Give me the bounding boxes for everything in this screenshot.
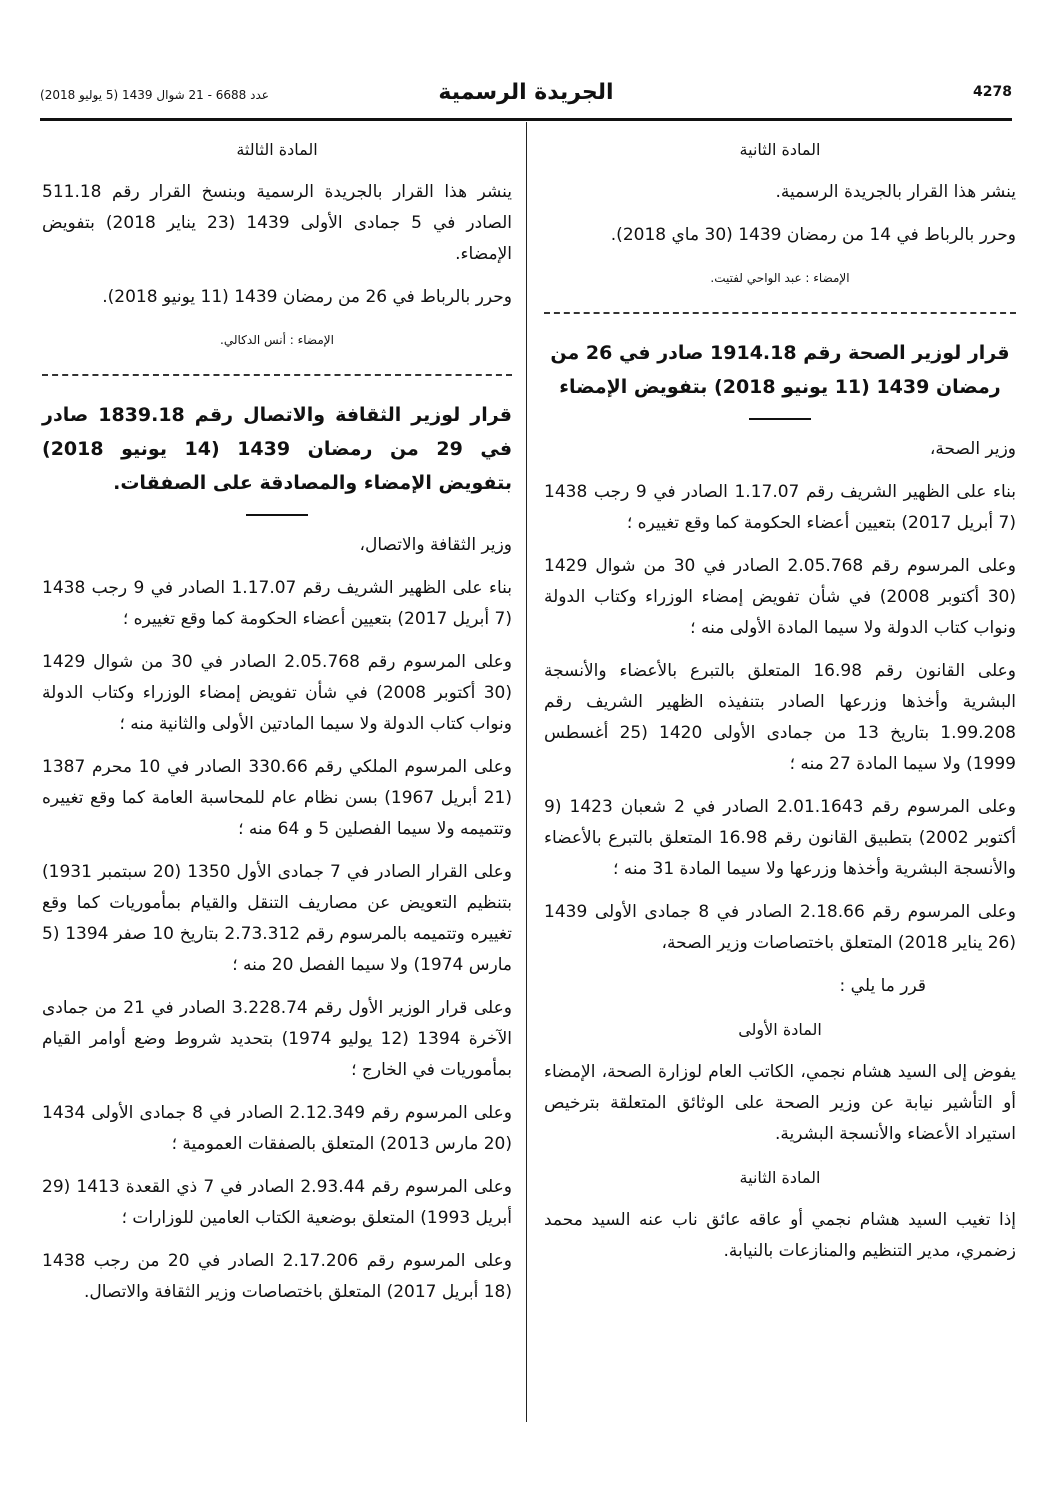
left-column — [42, 130, 512, 1320]
recital: وعلى قرار الوزير الأول رقم 3.228.74 الصادر في 21 من جمادى الآخرة 1394 (12 يوليو 1974) بتحديد شروط وضع أوامر القيام بمأموريات في الخارج ؛ — [42, 998, 512, 1080]
header-rule — [40, 118, 1012, 121]
issue-info: عدد 6688 - 21 شوال 1439 (5 يوليو 2018) — [40, 88, 269, 102]
recital: وعلى القانون رقم 16.98 المتعلق بالتبرع بالأعضاء والأنسجة البشرية وأخذها وزرعها الصادر بتنفيذه الظهير الشريف رقم 1.99.208 بتاريخ 13 من جمادى الأولى 1420 (25 أغسطس 1999) ولا سيما المادة 27 منه ؛ — [544, 661, 1016, 774]
gazette-title: الجريدة الرسمية — [438, 80, 614, 105]
article-text: إذا تغيب السيد هشام نجمي أو عاقه عائق ناب عنه السيد محمد زضمري، مدير التنظيم والمنازعات بالنيابة. — [544, 1210, 1016, 1261]
article-heading: المادة الثانية — [739, 140, 821, 159]
recital: وعلى المرسوم رقم 2.17.206 الصادر في 20 من رجب 1438 (18 أبريل 2017) المتعلق باختصاصات وزير الثقافة والاتصال. — [42, 1251, 512, 1302]
recital: وعلى المرسوم الملكي رقم 330.66 الصادر في 10 محرم 1387 (21 أبريل 1967) بسن نظام عام للمحاسبة العامة كما وقع تغييره وتتميمه ولا سيما الفصلين 5 و 64 منه ؛ — [42, 757, 512, 839]
signature: الإمضاء : عبد الواحي لفتيت. — [710, 271, 850, 285]
decides-line: قرر ما يلي : — [839, 976, 926, 996]
article-heading: المادة الثالثة — [236, 140, 318, 159]
recital: وعلى القرار الصادر في 7 جمادى الأول 1350 (20 سبتمبر 1931) بتنظيم التعويض عن مصاريف التنقل والقيام بمأموريات كما وقع تغييره وتتميمه بالمرسوم رقم 2.73.312 بتاريخ 10 صفر 1394 (5 مارس 1974) ولا سيما الفصل 20 منه ؛ — [42, 862, 512, 975]
minister-line: وزير الصحة، — [929, 439, 1016, 459]
article-text: ينشر هذا القرار بالجريدة الرسمية وبنسخ القرار رقم 511.18 الصادر في 5 جمادى الأولى 1439 (23 يناير 2018) بتفويض الإمضاء. — [42, 182, 512, 264]
done-at: وحرر بالرباط في 14 من رمضان 1439 (30 ماي 2018). — [610, 225, 1016, 245]
decision-title: قرار لوزير الثقافة والاتصال رقم 1839.18 صادر في 29 من رمضان 1439 (14 يونيو 2018) بتفويض الإمضاء والمصادقة على الصفقات. — [42, 404, 513, 494]
recital: وعلى المرسوم رقم 2.05.768 الصادر في 30 من شوال 1429 (30 أكتوبر 2008) في شأن تفويض إمضاء الوزراء وكتاب الدولة ونواب كتاب الدولة ولا سيما المادة الأولى منه ؛ — [544, 556, 1016, 638]
article-heading: المادة الثانية — [739, 1168, 821, 1187]
page-header — [40, 82, 1012, 112]
recital: وعلى المرسوم رقم 2.01.1643 الصادر في 2 شعبان 1423 (9 أكتوبر 2002) بتطبيق القانون رقم 16.98 المتعلق بالتبرع بالأعضاء والأنسجة البشرية وأخذها وزرعها ولا سيما المادة 31 منه ؛ — [544, 797, 1017, 879]
title-rule — [246, 514, 308, 516]
column-divider — [526, 122, 527, 1422]
minister-line: وزير الثقافة والاتصال، — [359, 535, 512, 555]
recital: بناء على الظهير الشريف رقم 1.17.07 الصادر في 9 رجب 1438 (7 أبريل 2017) بتعيين أعضاء الحكومة كما وقع تغييره ؛ — [544, 482, 1016, 533]
done-at: وحرر بالرباط في 26 من رمضان 1439 (11 يونيو 2018). — [102, 287, 512, 307]
decision-title: قرار لوزير الصحة رقم 1914.18 صادر في 26 من رمضان 1439 (11 يونيو 2018) بتفويض الإمضاء — [550, 342, 1010, 398]
right-column — [544, 130, 1016, 1279]
section-separator — [42, 374, 512, 376]
recital: وعلى المرسوم رقم 2.12.349 الصادر في 8 جمادى الأولى 1434 (20 مارس 2013) المتعلق بالصفقات العمومية ؛ — [42, 1103, 512, 1154]
article-heading: المادة الأولى — [738, 1020, 822, 1039]
recital: وعلى المرسوم رقم 2.93.44 الصادر في 7 ذي القعدة 1413 (29 أبريل 1993) المتعلق بوضعية الكتاب العامين للوزارات ؛ — [42, 1177, 512, 1228]
page-number: 4278 — [973, 84, 1012, 100]
recital: وعلى المرسوم رقم 2.18.66 الصادر في 8 جمادى الأولى 1439 (26 يناير 2018) المتعلق باختصاصات وزير الصحة، — [544, 902, 1016, 953]
signature: الإمضاء : أنس الدكالي. — [220, 333, 334, 347]
title-rule — [749, 418, 811, 420]
section-separator — [544, 312, 1016, 314]
recital: وعلى المرسوم رقم 2.05.768 الصادر في 30 من شوال 1429 (30 أكتوبر 2008) في شأن تفويض إمضاء الوزراء وكتاب الدولة ونواب كتاب الدولة ولا سيما المادتين الأولى والثانية منه ؛ — [42, 652, 512, 734]
article-text: يفوض إلى السيد هشام نجمي، الكاتب العام لوزارة الصحة، الإمضاء أو التأشير نيابة عن وزير الصحة على الوثائق المتعلقة بترخيص استيراد الأعضاء والأنسجة البشرية. — [544, 1062, 1016, 1144]
article-text: ينشر هذا القرار بالجريدة الرسمية. — [775, 182, 1016, 202]
recital: بناء على الظهير الشريف رقم 1.17.07 الصادر في 9 رجب 1438 (7 أبريل 2017) بتعيين أعضاء الحكومة كما وقع تغييره ؛ — [42, 578, 512, 629]
